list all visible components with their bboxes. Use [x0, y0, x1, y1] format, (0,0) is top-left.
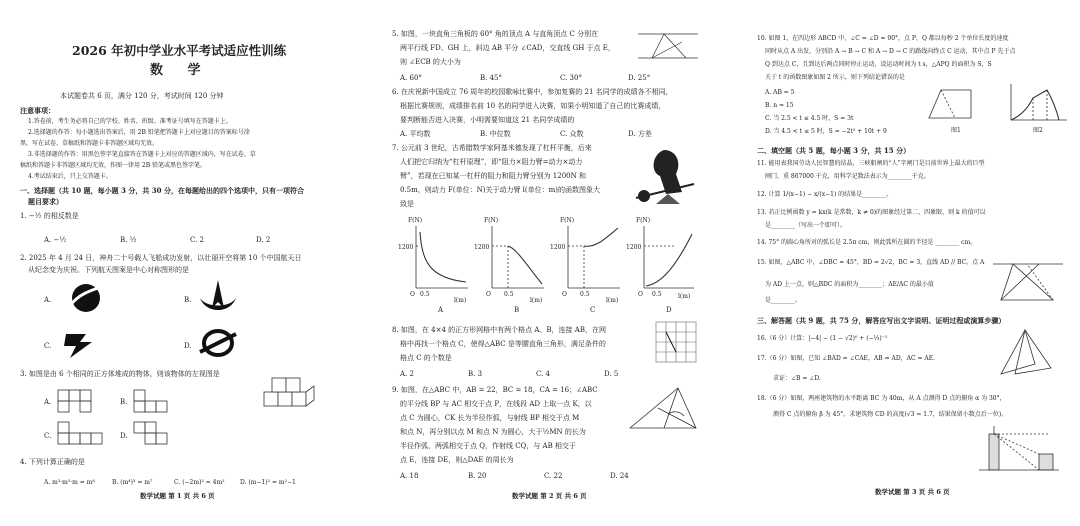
question-4: 4. 下列计算正确的是 [20, 458, 85, 466]
question-12: 12. 计算 1/(x−1) − x/(x−1) 的结果是________。 [757, 191, 893, 198]
q10-option-d: D. 当 4.5 < t ≤ 5 时，S = −2t² + 10t + 9 [765, 128, 887, 135]
graph-a-origin: O [410, 291, 415, 298]
question-16: 16.（6 分）计算：|−4| − (1 − √2)⁰ + (−⅓)⁻¹ [757, 335, 888, 342]
question-9-cont: 点 E，连接 DE，则△DAE 的周长为 [400, 456, 514, 464]
question-11-cont: 闸门，重 867000 千克，用科学记数法表示为________千克。 [765, 173, 930, 180]
question-7-cont: 致是 [400, 200, 414, 208]
q3-label-a: A. [44, 398, 52, 406]
q10-option-a: A. AB = 5 [765, 89, 795, 96]
q2-label-c: C. [44, 342, 52, 350]
question-10-cont: Q 到达点 C，且到达后两点同时停止运动，设运动时间为 t s，△APQ 的面积为 S，S [765, 61, 992, 68]
question-6-cont: 要判断能否进入决赛，小明需要知道这 21 名同学成绩的 [400, 116, 575, 124]
graph-a-xvalue: 0.5 [420, 291, 430, 298]
notice-line: 3.非选择题的作答：用黑色签字笔直接答在答题卡上对应的答题区域内，写在试卷、草 [28, 151, 256, 158]
space-logo-a-icon [66, 280, 106, 316]
notice-line: 黑，写在试卷、草稿纸和答题卡非答题区域均无效。 [20, 140, 159, 147]
question-15: 15. 如图，△ABC 中，∠DBC = 45°，BD = 2√2，BC = 3，直线 AD // BC，点 A [757, 259, 985, 266]
q10-area-graph-icon [1007, 82, 1071, 126]
question-18-cont: 测得 C 点的俯角 β 为 45°，求建筑物 CD 的高度(√3 ≈ 1.7，结果保留小数点后一位)。 [773, 411, 1008, 418]
cube-stack-figure-icon [260, 374, 320, 414]
graph-b-ylabel: F(N) [484, 217, 499, 224]
q9-option-c: C. 22 [544, 472, 563, 480]
q6-option-a: A. 平均数 [400, 130, 431, 138]
question-17: 17.（6 分）如图，已知 ∠BAD = ∠CAE，AB = AD，AC = AE. [757, 355, 936, 362]
question-1: 1. −½ 的相反数是 [20, 212, 79, 220]
figure-1-caption: 图1 [951, 127, 961, 134]
space-logo-d-icon [196, 326, 240, 360]
graph-c-yvalue: 1200 [550, 244, 566, 251]
graph-a-label: A [438, 306, 444, 314]
question-15-cont: 为 AD 上一点，则△BDC 的面积为________；AE/AC 的最小值 [765, 281, 934, 288]
question-9: 9. 如图，在△ABC 中，AB = 22，BC = 18，CA = 16；∠ABC [392, 386, 598, 394]
graph-b-xvalue: 0.5 [504, 291, 514, 298]
q2-label-d: D. [184, 342, 192, 350]
graph-b-xlabel: l(m) [530, 297, 543, 304]
notice-line: 2.选择题的作答：每小题选出答案后，用 2B 铅笔把答题卡上对应题目的答案标号涂 [28, 129, 250, 136]
graph-d-ylabel: F(N) [636, 217, 651, 224]
q1-option-a: A. −½ [44, 236, 67, 244]
q8-option-a: A. 2 [400, 370, 414, 378]
section-1-heading: 一、选择题（共 10 题，每小题 3 分，共 30 分，在每题给出的四个选项中，只有一项符合 [20, 186, 304, 195]
q9-option-a: A. 18 [400, 472, 419, 480]
question-10-cont: 同时从点 A 出发，分别沿 A → B → C 和 A → D → C 的路线向终点 C 运动，其中点 P 先于点 [765, 48, 1016, 55]
graph-b-yvalue: 1200 [474, 244, 490, 251]
question-10-cont: 关于 t 的函数图象如图 2 所示，则下列结论错误的是 [765, 74, 905, 81]
q3-view-c-icon [58, 422, 108, 446]
question-13-cont: 是________（写出一个即可）。 [765, 222, 847, 229]
section-3-heading: 三、解答题（共 9 题，共 75 分，解答应写出文字说明、证明过程或演算步骤） [757, 316, 1006, 325]
q3-label-b: B. [120, 398, 128, 406]
question-9-cont: 点 C 为圆心，CK 长为半径作弧，与射线 BP 相交于点 M [400, 414, 580, 422]
page-footer: 数学试题 第 2 页 共 6 页 [512, 492, 587, 500]
question-17-cont: 求证：∠B = ∠D. [773, 375, 821, 382]
question-7-cont: 臂”，若现在已知某一杠杆的阻力和阻力臂分别为 1200N 和 [400, 172, 586, 180]
section-1-heading-cont: 题目要求） [28, 197, 63, 206]
question-7-cont: 0.5m，则动力 F(单位：N)关于动力臂 l(单位：m)的函数图象大 [400, 186, 601, 194]
question-5: 5. 如图，一块直角三角板的 60° 角的顶点 A 与直角顶点 C 分别在 [392, 30, 599, 38]
archimedes-lever-illustration-icon [636, 146, 696, 208]
question-5-cont: 两平行线 FD、GH 上，斜边 AB 平分 ∠CAD，交直线 GH 于点 E， [400, 44, 615, 52]
question-8-cont: 格中再找一个格点 C，使得△ABC 是等腰直角三角形，满足条件的 [400, 340, 606, 348]
q6-option-d: D. 方差 [628, 130, 652, 138]
q3-view-d-icon [134, 422, 180, 446]
q9-option-d: D. 24 [610, 472, 629, 480]
q2-label-b: B. [184, 296, 192, 304]
question-9-cont: 的平分线 BP 与 AC 相交于点 P，在线段 AD 上取一点 K，以 [400, 400, 592, 408]
q1-option-d: D. 2 [256, 236, 271, 244]
notice-line: 稿纸和答题卡非答题区域均无效，作图一律用 2B 铅笔或黑色签字笔。 [20, 162, 207, 169]
q15-geometry-figure-icon [993, 256, 1063, 306]
question-8-cont: 格点 C 的个数是 [400, 354, 452, 362]
q3-label-c: C. [44, 432, 52, 440]
q7-graphs-figure-icon [396, 218, 696, 300]
space-logo-b-icon [196, 278, 240, 316]
q4-option-b: B. (m⁴)³ = m⁷ [112, 479, 153, 486]
q4-option-c: C. (−2m)² = 4m² [174, 479, 225, 486]
q6-option-b: B. 中位数 [480, 130, 511, 138]
q5-option-d: D. 25° [628, 74, 651, 82]
question-5-cont: 则 ∠ECB 的大小为 [400, 58, 461, 66]
graph-a-ylabel: F(N) [408, 217, 423, 224]
question-9-cont: 和点 N，再分别以点 M 和点 N 为圆心，大于½MN 的长为 [400, 428, 586, 436]
graph-d-origin: O [638, 291, 643, 298]
exam-title: 2026 年初中学业水平考试适应性训练 [72, 43, 287, 58]
q5-parallel-lines-figure-icon [638, 28, 698, 64]
question-9-cont: 半径作弧，两弧相交于点 Q，作射线 CQ，与 AB 相交于 [400, 442, 576, 450]
q18-buildings-figure-icon [979, 424, 1059, 472]
section-2-heading: 二、填空题（共 5 题，每小题 3 分，共 15 分） [757, 146, 911, 155]
question-13: 13. 若正比例函数 y = kx(k 是常数，k ≠ 0)的图象经过第二、四象限，则 k 的值可以 [757, 209, 986, 216]
q5-option-a: A. 60° [400, 74, 422, 82]
q10-quadrilateral-figure-icon [925, 84, 985, 124]
page-footer: 数学试题 第 3 页 共 6 页 [875, 488, 950, 496]
question-7: 7. 公元前 3 世纪，古希腊数学家阿基米德发现了杠杆平衡，后来 [392, 144, 592, 152]
notice-line: 4.考试结束后，只上交答题卡。 [28, 173, 112, 180]
q8-option-d: D. 5 [604, 370, 619, 378]
graph-a-xlabel: l(m) [454, 297, 467, 304]
question-8: 8. 如图，在 4×4 的正方形网格中有两个格点 A、B，连接 AB，在网 [392, 326, 606, 334]
q4-option-a: A. m³·m⁵·m = m⁸ [44, 479, 95, 486]
q3-view-a-icon [58, 390, 104, 414]
notice-heading: 注意事项： [20, 106, 55, 115]
subject-title: 数 学 [150, 63, 211, 78]
question-11: 11. 能用表我国劳动人民智慧的结晶，三峡船闸的“人”字闸门是目前世界上最大的巨型 [757, 160, 985, 167]
q4-option-d: D. (m−1)² = m²−1 [240, 479, 296, 486]
exam-meta: 本试题卷共 6 页，满分 120 分，考试时间 120 分钟 [60, 92, 224, 100]
q6-option-c: C. 众数 [560, 130, 584, 138]
page-footer: 数学试题 第 1 页 共 6 页 [140, 492, 215, 500]
q8-grid-figure-icon [656, 322, 696, 362]
q5-option-c: C. 30° [560, 74, 582, 82]
graph-c-xvalue: 0.5 [580, 291, 590, 298]
q2-label-a: A. [44, 296, 52, 304]
graph-d-yvalue: 1200 [626, 244, 642, 251]
q3-label-d: D. [120, 432, 128, 440]
exam-page-1 [0, 0, 360, 526]
question-3: 3. 如图是由 6 个相同的正方体堆成的物体，则该物体的左视图是 [20, 370, 220, 378]
question-15-cont: 是________。 [765, 297, 802, 304]
question-6: 6. 在庆祝新中国成立 76 周年的校园歌咏比赛中，参加复赛的 21 名同学的成绩各不相同， [392, 88, 673, 96]
q8-option-b: B. 3 [468, 370, 483, 378]
graph-c-origin: O [562, 291, 567, 298]
exam-page-2 [360, 0, 725, 526]
q1-option-b: B. ½ [120, 236, 137, 244]
graph-b-label: B [514, 306, 520, 314]
figure-2-caption: 图2 [1033, 127, 1043, 134]
q1-option-c: C. 2 [190, 236, 205, 244]
graph-c-label: C [590, 306, 596, 314]
space-logo-c-icon [60, 326, 96, 360]
question-2: 2. 2025 年 4 月 24 日，神舟二十号载人飞船成功发射，以壮丽开空将第 10 个中国航天日 [20, 254, 302, 262]
graph-a-yvalue: 1200 [398, 244, 414, 251]
graph-d-xlabel: l(m) [678, 293, 691, 300]
notice-line: 1.答卷前，考生务必将自己的学校、姓名、班级、准考证号填写在答题卡上。 [28, 118, 232, 125]
q9-option-b: B. 20 [468, 472, 487, 480]
question-2-cont: 从纪念变为庆祝。下列航天图案是中心对称图形的是 [28, 266, 189, 274]
graph-c-ylabel: F(N) [560, 217, 575, 224]
q17-triangles-figure-icon [995, 328, 1055, 378]
graph-d-label: D [666, 306, 672, 314]
q8-option-c: C. 4 [536, 370, 551, 378]
q5-option-b: B. 45° [480, 74, 503, 82]
exam-page-3 [725, 0, 1080, 526]
graph-b-origin: O [486, 291, 491, 298]
q9-triangle-figure-icon [628, 384, 698, 432]
q10-option-c: C. 当 2.5 < t ≤ 4.5 时，S = 3t [765, 115, 854, 122]
question-18: 18.（6 分）如图，两座建筑物的水平距离 BC 为 40m，从 A 点测得 D 点的俯角 α 为 30°， [757, 395, 1006, 402]
question-14: 14. 75° 的圆心角所对的弧长是 2.5π cm，则此弧所在圆的半径是 ________ cm。 [757, 239, 977, 246]
q3-view-b-icon [134, 390, 180, 414]
graph-d-xvalue: 0.5 [652, 291, 662, 298]
question-6-cont: 根据比赛规则，成绩排名前 10 名的同学进入决赛，如果小明知道了自己的比赛成绩， [400, 102, 666, 110]
graph-c-xlabel: l(m) [606, 297, 619, 304]
question-10: 10. 如图 1，在四边形 ABCD 中，∠C = ∠D = 90°，点 P，Q 都以每秒 2 个单位长度的速度 [757, 35, 1009, 42]
q10-option-b: B. n = 15 [765, 102, 794, 109]
question-7-cont: 人们把它归纳为“杠杆原理”，即“阻力×阻力臂=动力×动力 [400, 158, 583, 166]
